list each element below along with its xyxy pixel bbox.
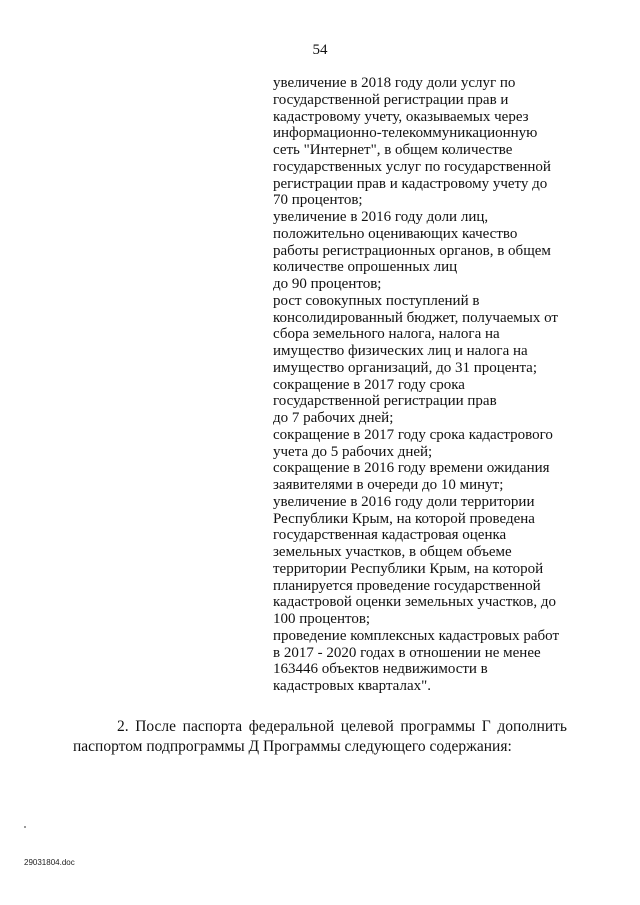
text-line: увеличение в 2018 году доли услуг по bbox=[273, 75, 516, 91]
text-line: учета до 5 рабочих дней; bbox=[273, 443, 433, 460]
text-line: государственной регистрации прав bbox=[273, 393, 497, 410]
text-line: кадастровому учету, оказываемых через bbox=[273, 108, 529, 125]
text-line: государственной регистрации прав и bbox=[273, 91, 509, 108]
page-number: 54 bbox=[312, 42, 328, 58]
text-line: сокращение в 2016 году времени ожидания bbox=[273, 460, 550, 477]
text-line: сбора земельного налога, налога на bbox=[273, 326, 500, 343]
text-line: сокращение в 2017 году срока bbox=[273, 376, 465, 393]
text-line: сокращение в 2017 году срока кадастрового bbox=[273, 426, 553, 443]
text-line: государственная кадастровая оценка bbox=[273, 527, 507, 544]
passport-text-block bbox=[273, 75, 603, 695]
text-line: количестве опрошенных лиц bbox=[273, 259, 458, 276]
file-name-footer: 29031804.doc bbox=[24, 858, 75, 867]
text-line: рост совокупных поступлений в bbox=[273, 292, 480, 309]
text-line: территории Республики Крым, на которой bbox=[273, 560, 544, 577]
amendment-paragraph bbox=[73, 717, 567, 756]
text-line: увеличение в 2016 году доли лиц, bbox=[273, 209, 489, 225]
text-line: проведение комплексных кадастровых работ bbox=[273, 627, 560, 644]
text-line: имущество организаций, до 31 процента; bbox=[273, 359, 538, 376]
text-line: до 90 процентов; bbox=[273, 276, 382, 292]
text-line: 100 процентов; bbox=[273, 611, 371, 627]
text-line: положительно оценивающих качество bbox=[273, 225, 518, 242]
text-line: сеть "Интернет", в общем количестве bbox=[273, 142, 513, 158]
text-line: увеличение в 2016 году доли территории bbox=[273, 493, 535, 510]
text-line: планируется проведение государственной bbox=[273, 577, 541, 594]
text-line: консолидированный бюджет, получаемых от bbox=[273, 309, 558, 326]
text-line: земельных участков, в общем объеме bbox=[273, 544, 512, 560]
text-line: регистрации прав и кадастровому учету до bbox=[273, 175, 548, 192]
text-line: государственных услуг по государственной bbox=[273, 158, 551, 175]
text-line: кадастровой оценки земельных участков, до bbox=[273, 594, 557, 611]
paragraph-line: паспортом подпрограммы Д Программы следующего содержания: bbox=[73, 737, 512, 755]
text-line: 70 процентов; bbox=[273, 192, 363, 209]
text-line: кадастровых кварталах". bbox=[273, 678, 431, 694]
text-line: Республики Крым, на которой проведена bbox=[273, 510, 535, 527]
text-line: заявителями в очереди до 10 минут; bbox=[273, 477, 504, 493]
text-line: имущество физических лиц и налога на bbox=[273, 343, 528, 359]
text-line: в 2017 - 2020 годах в отношении не менее bbox=[273, 644, 541, 661]
text-line: работы регистрационных органов, в общем bbox=[273, 242, 551, 259]
paragraph-line: 2. После паспорта федеральной целевой программы Г дополнить bbox=[117, 718, 567, 735]
scan-speck bbox=[24, 826, 26, 828]
text-line: 163446 объектов недвижимости в bbox=[273, 661, 488, 678]
text-line: информационно-телекоммуникационную bbox=[273, 125, 538, 142]
text-line: до 7 рабочих дней; bbox=[273, 410, 394, 426]
